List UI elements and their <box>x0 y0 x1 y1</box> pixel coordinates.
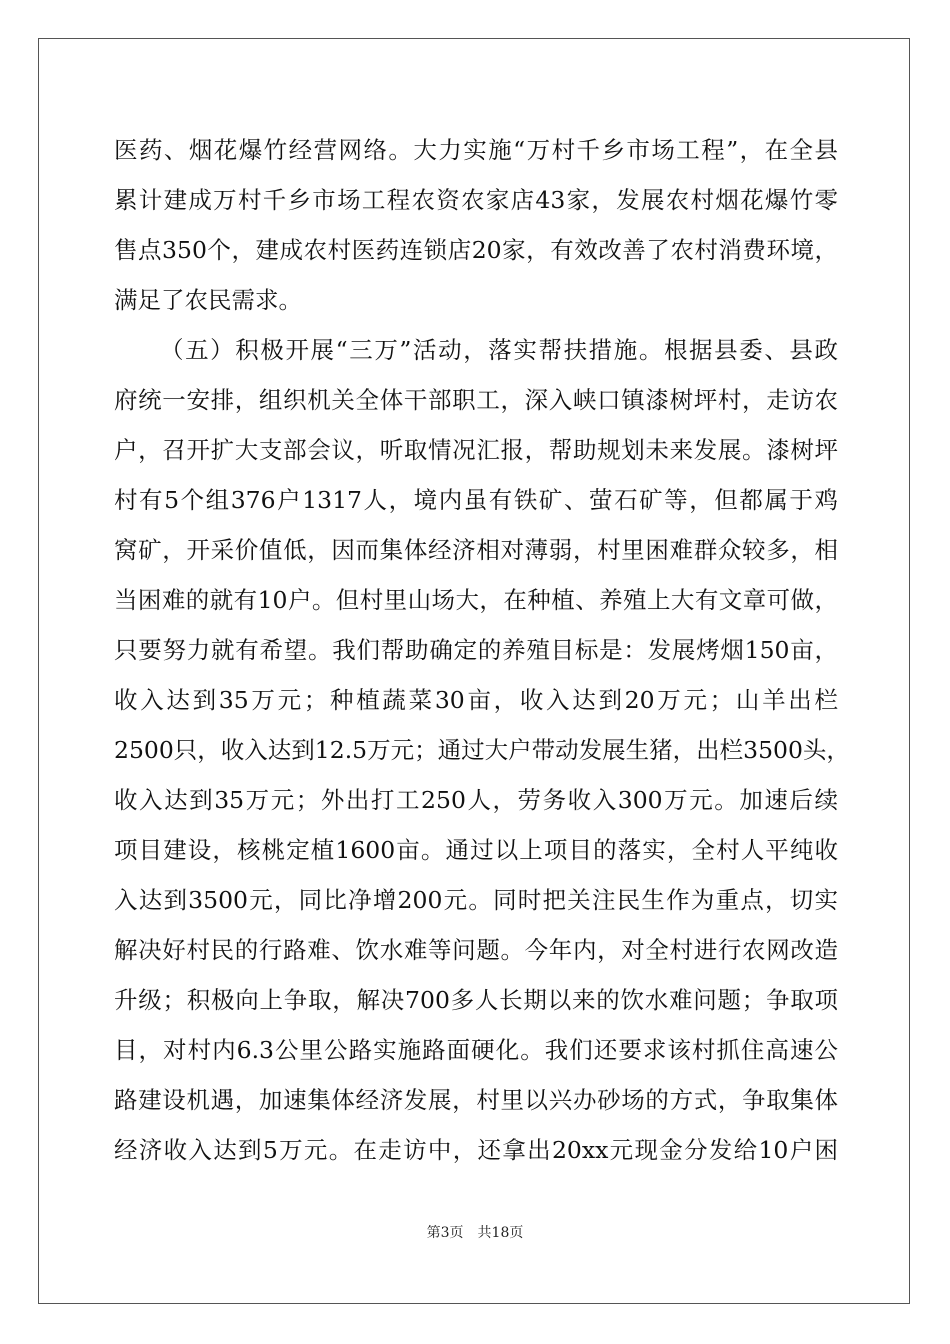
text-line: 项目建设，核桃定植1600亩。通过以上项目的落实，全村人平纯收 <box>114 836 838 864</box>
page-number-footer: 第3页 共18页 <box>426 1225 524 1241</box>
text-line: 路建设机遇，加速集体经济发展，村里以兴办砂场的方式，争取集体 <box>114 1086 838 1114</box>
text-line: 当困难的就有10户。但村里山场大，在种植、养殖上大有文章可做， <box>114 586 838 614</box>
text-line: 2500只，收入达到12.5万元；通过大户带动发展生猪，出栏3500头， <box>114 736 850 764</box>
text-line: 目，对村内6.3公里公路实施路面硬化。我们还要求该村抓住高速公 <box>114 1036 838 1064</box>
text-line: 窝矿，开采价值低，因而集体经济相对薄弱，村里困难群众较多，相 <box>114 536 838 564</box>
text-line: 升级；积极向上争取，解决700多人长期以来的饮水难问题；争取项 <box>114 986 838 1014</box>
text-line: 经济收入达到5万元。在走访中，还拿出20xx元现金分发给10户困 <box>114 1136 838 1164</box>
text-line: 收入达到35万元；外出打工250人，劳务收入300万元。加速后续 <box>114 786 838 814</box>
text-line: 满足了农民需求。 <box>114 286 302 314</box>
text-line: 医药、烟花爆竹经营网络。大力实施“万村千乡市场工程”，在全县 <box>114 136 838 164</box>
text-line: 售点350个，建成农村医药连锁店20家，有效改善了农村消费环境， <box>114 236 838 264</box>
text-line: 入达到3500元，同比净增200元。同时把关注民生作为重点，切实 <box>114 886 838 914</box>
text-line: 解决好村民的行路难、饮水难等问题。今年内，对全村进行农网改造 <box>114 936 838 964</box>
text-line: 府统一安排，组织机关全体干部职工，深入峡口镇漆树坪村，走访农 <box>114 386 838 414</box>
text-line: 累计建成万村千乡市场工程农资农家店43家，发展农村烟花爆竹零 <box>114 186 838 214</box>
text-line: 户，召开扩大支部会议，听取情况汇报，帮助规划未来发展。漆树坪 <box>114 436 838 464</box>
text-line: 只要努力就有希望。我们帮助确定的养殖目标是：发展烤烟150亩， <box>114 636 838 664</box>
paragraph-first-line: （五）积极开展“三万”活动，落实帮扶措施。根据县委、县政 <box>160 336 838 364</box>
text-line: 村有5个组376户1317人，境内虽有铁矿、萤石矿等，但都属于鸡 <box>114 486 838 514</box>
text-line: 收入达到35万元；种植蔬菜30亩，收入达到20万元；山羊出栏 <box>114 686 838 714</box>
